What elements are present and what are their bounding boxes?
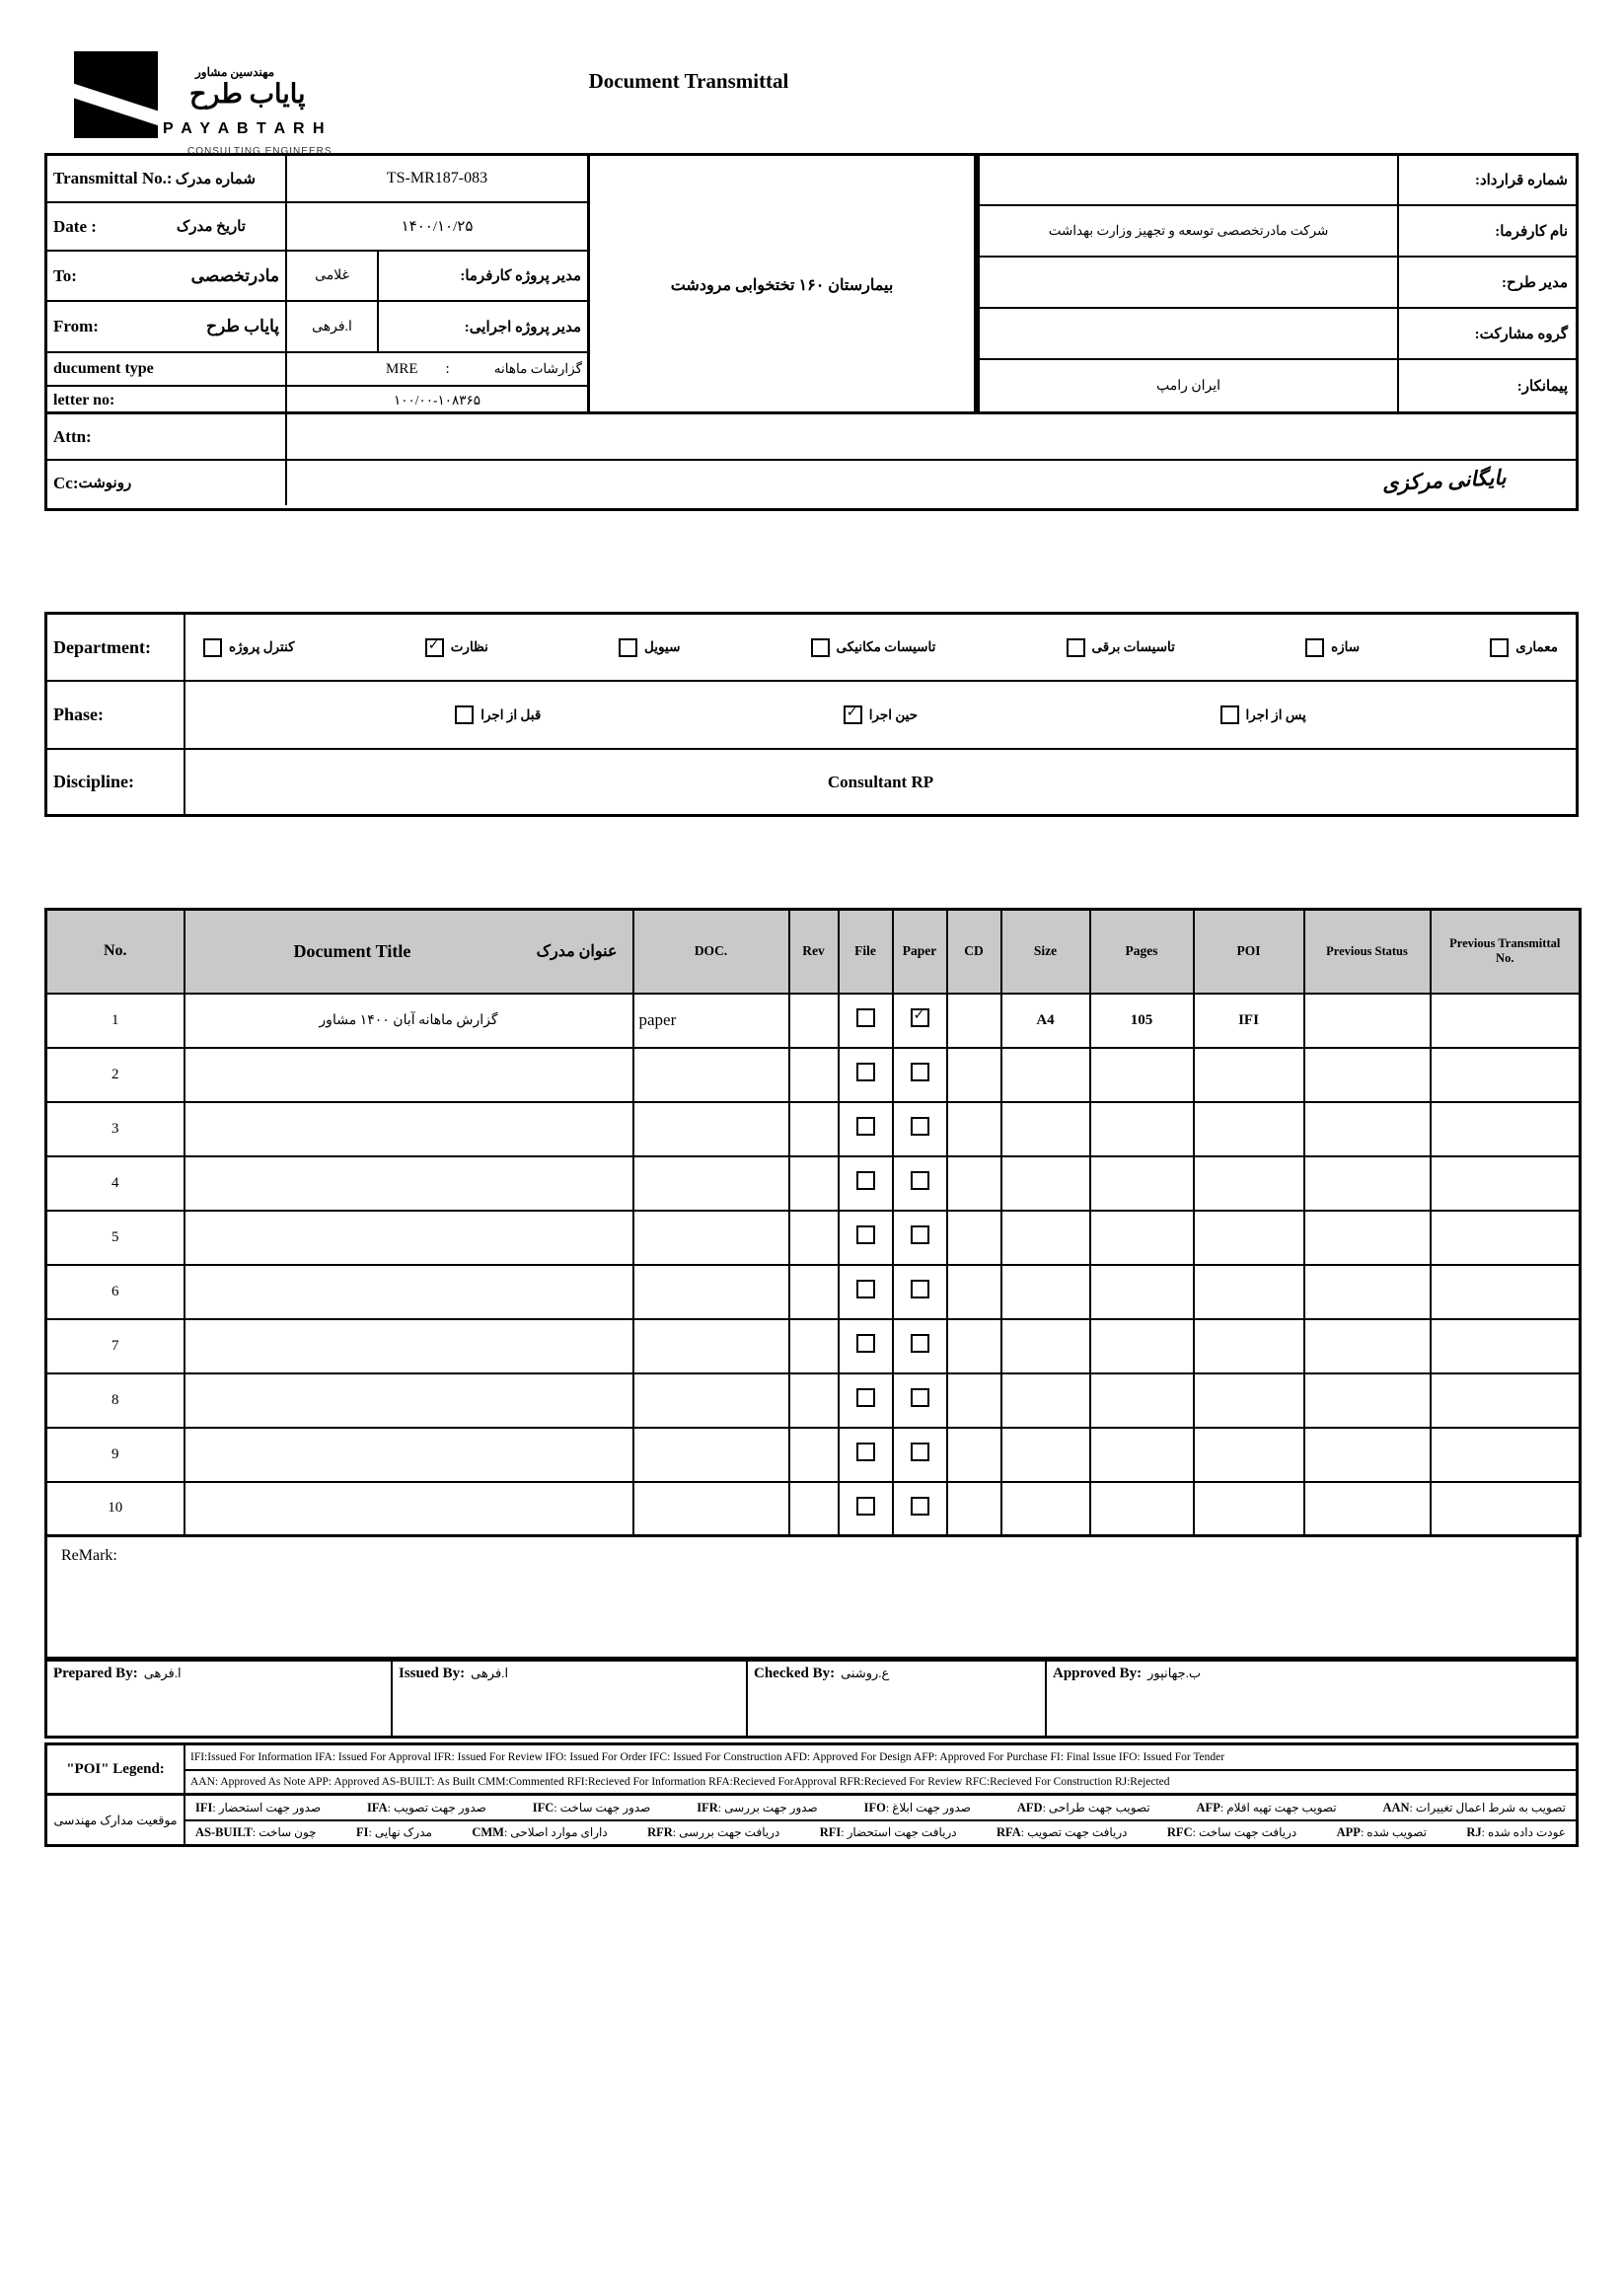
letterno-value[interactable]: ۱۰۰/۰۰-۱۰۸۳۶۵ (287, 387, 589, 414)
row-title[interactable] (185, 1319, 633, 1373)
table-row (46, 1319, 1581, 1373)
phase-item-label: حین اجرا (868, 706, 919, 722)
legend-item: IFI: صدور جهت استحضار (195, 1800, 322, 1815)
row-cd[interactable] (947, 1428, 1001, 1482)
col-rev: Rev (789, 910, 839, 994)
row-size[interactable] (1001, 1048, 1090, 1102)
row-pages[interactable] (1090, 1265, 1194, 1319)
legend-item: AFD: تصویب جهت طراحی (1016, 1800, 1150, 1815)
row-prev-status[interactable] (1304, 1428, 1431, 1482)
plan-manager-value[interactable] (980, 258, 1399, 309)
row-rev[interactable] (789, 1156, 839, 1211)
poi-legend-label: "POI" Legend: (47, 1745, 185, 1796)
table-row (46, 1156, 1581, 1211)
row-prev-transmittal[interactable] (1431, 1156, 1581, 1211)
paper-checkbox[interactable] (911, 1497, 929, 1516)
checked-by-cell[interactable] (748, 1662, 1047, 1736)
issued-by-label: Issued By: (399, 1666, 466, 1681)
checkbox-mechanical[interactable] (811, 638, 830, 657)
from-row-label (47, 302, 287, 353)
issued-by-cell[interactable] (393, 1662, 748, 1736)
row-no: 1 (46, 994, 185, 1048)
row-prev-status[interactable] (1304, 1482, 1431, 1536)
row-doc[interactable] (633, 1319, 789, 1373)
legend-item: IFR: صدور جهت بررسی (697, 1800, 818, 1815)
row-size[interactable] (1001, 1319, 1090, 1373)
doctype-label: ducument type (47, 353, 287, 387)
row-rev[interactable] (789, 1211, 839, 1265)
checkbox-project-control[interactable] (203, 638, 222, 657)
row-no: 7 (46, 1319, 185, 1373)
client-name-label: نام کارفرما: (1399, 206, 1576, 258)
transmittal-no-value[interactable]: TS-MR187-083 (287, 156, 589, 203)
row-pages[interactable] (1090, 1156, 1194, 1211)
row-title[interactable]: گزارش ماهانه آبان ۱۴۰۰ مشاور (185, 994, 633, 1048)
row-size[interactable] (1001, 1211, 1090, 1265)
row-prev-status[interactable] (1304, 1265, 1431, 1319)
department-item-label: سازه (1331, 639, 1361, 654)
poi-legend-line2: AAN: Approved As Note APP: Approved AS-BUILT: As Built CMM:Commented RFI:Recieved For Information RFA:Recieved ForApproval RFR:Recieved For Review RFC:Recieved For Construction RJ:Rejected (185, 1771, 1576, 1796)
file-checkbox[interactable] (856, 1063, 875, 1081)
row-size[interactable] (1001, 1102, 1090, 1156)
department-item-label: کنترل پروژه (229, 639, 295, 654)
row-prev-transmittal[interactable] (1431, 1482, 1581, 1536)
department-item[interactable] (1067, 638, 1175, 657)
from-role-fa: مدیر پروژه اجرایی: (379, 302, 589, 353)
phase-options (185, 682, 1576, 750)
to-value[interactable]: مادرتخصصی (190, 265, 279, 285)
document-table (44, 908, 1582, 1537)
partnership-value[interactable] (980, 309, 1399, 360)
row-no: 9 (46, 1428, 185, 1482)
fa-legend-line2 (185, 1821, 1576, 1844)
row-rev[interactable] (789, 1428, 839, 1482)
phase-label: Phase: (47, 682, 185, 750)
row-size[interactable] (1001, 1428, 1090, 1482)
prepared-by-cell[interactable] (47, 1662, 393, 1736)
row-rev[interactable] (789, 994, 839, 1048)
legend-item: IFA: صدور جهت تصویب (367, 1800, 486, 1815)
cc-value[interactable] (287, 461, 1576, 505)
table-header-row (46, 910, 1581, 994)
paper-checkbox[interactable] (911, 1063, 929, 1081)
checkbox-during-execution[interactable] (844, 705, 862, 724)
date-value[interactable]: ۱۴۰۰/۱۰/۲۵ (287, 203, 589, 252)
row-prev-status[interactable] (1304, 1373, 1431, 1428)
row-pages[interactable] (1090, 1319, 1194, 1373)
row-prev-transmittal[interactable] (1431, 1211, 1581, 1265)
row-title[interactable] (185, 1048, 633, 1102)
legend-item: RFA: دریافت جهت تصویب (996, 1825, 1128, 1839)
table-row (46, 994, 1581, 1048)
contractor-value[interactable]: ایران رامپ (980, 360, 1399, 411)
doctype-colon: : (445, 360, 450, 377)
row-poi[interactable] (1194, 1373, 1304, 1428)
table-row (46, 1428, 1581, 1482)
department-label: Department: (47, 615, 185, 682)
row-doc[interactable] (633, 1211, 789, 1265)
poi-legend-line1: IFI:Issued For Information IFA: Issued For Approval IFR: Issued For Review IFO: Issued For Order IFC: Issued For Construction AFD: Approved For Design AFP: Approved For Purchase FI: Final Issue IFO: Issued For Tender (185, 1745, 1576, 1771)
row-no: 3 (46, 1102, 185, 1156)
contract-no-label: شماره قرارداد: (1399, 156, 1576, 206)
row-no: 8 (46, 1373, 185, 1428)
logo-en-sub: CONSULTING ENGINEERS (187, 146, 332, 157)
row-cd[interactable] (947, 994, 1001, 1048)
row-prev-status[interactable] (1304, 1102, 1431, 1156)
department-item-label: نظارت (450, 639, 488, 654)
row-cd[interactable] (947, 1373, 1001, 1428)
checked-by-label: Checked By: (754, 1666, 836, 1681)
plan-manager-label: مدیر طرح: (1399, 258, 1576, 309)
discipline-value: Consultant RP (827, 772, 934, 791)
row-cd[interactable] (947, 1319, 1001, 1373)
col-prev-status: Previous Status (1304, 910, 1431, 994)
cc-label-fa: رونوشت (78, 476, 132, 491)
row-poi[interactable] (1194, 1156, 1304, 1211)
phase-item[interactable] (844, 705, 918, 724)
doctype-value: MRE (386, 360, 418, 377)
row-poi[interactable] (1194, 1211, 1304, 1265)
remark-label: ReMark: (61, 1547, 117, 1564)
logo-en-name: P A Y A B T A R H (163, 120, 327, 137)
transmittal-no-label (47, 156, 287, 203)
row-rev[interactable] (789, 1265, 839, 1319)
table-row (46, 1211, 1581, 1265)
department-item-label: سیویل (644, 639, 681, 654)
row-size[interactable] (1001, 1156, 1090, 1211)
row-title[interactable] (185, 1102, 633, 1156)
department-item-label: تاسیسات برقی (1091, 639, 1175, 654)
row-prev-status[interactable] (1304, 1211, 1431, 1265)
row-title[interactable] (185, 1373, 633, 1428)
row-poi[interactable] (1194, 1319, 1304, 1373)
row-poi[interactable]: IFI (1194, 994, 1304, 1048)
row-pages[interactable] (1090, 1428, 1194, 1482)
file-checkbox[interactable] (856, 1497, 875, 1516)
legend-item: RFI: دریافت جهت استحضار (819, 1825, 957, 1839)
col-size: Size (1001, 910, 1090, 994)
row-size[interactable] (1001, 1265, 1090, 1319)
department-item-label: تاسیسات مکانیکی (836, 639, 936, 654)
row-rev[interactable] (789, 1102, 839, 1156)
checkbox-supervision[interactable] (425, 638, 444, 657)
date-label (47, 203, 287, 252)
paper-checkbox[interactable] (911, 1008, 929, 1027)
row-title[interactable] (185, 1428, 633, 1482)
row-prev-transmittal[interactable] (1431, 1102, 1581, 1156)
row-no: 6 (46, 1265, 185, 1319)
paper-checkbox[interactable] (911, 1334, 929, 1353)
department-item-label: معماری (1515, 639, 1558, 654)
checkbox-civil[interactable] (619, 638, 637, 657)
row-pages[interactable] (1090, 1048, 1194, 1102)
legend-item: RFC: دریافت جهت ساخت (1166, 1825, 1297, 1839)
row-prev-status[interactable] (1304, 1156, 1431, 1211)
paper-checkbox[interactable] (911, 1171, 929, 1190)
legend-item: APP: تصویب شده (1336, 1825, 1428, 1839)
paper-checkbox[interactable] (911, 1225, 929, 1244)
row-pages[interactable] (1090, 1102, 1194, 1156)
row-rev[interactable] (789, 1482, 839, 1536)
row-poi[interactable] (1194, 1482, 1304, 1536)
row-no: 4 (46, 1156, 185, 1211)
to-row-label (47, 252, 287, 302)
checkbox-structure[interactable] (1305, 638, 1324, 657)
prepared-by-label: Prepared By: (53, 1666, 138, 1681)
row-rev[interactable] (789, 1319, 839, 1373)
department-item[interactable] (203, 638, 295, 657)
row-size[interactable] (1001, 1373, 1090, 1428)
col-doc: DOC. (633, 910, 789, 994)
row-doc[interactable] (633, 1265, 789, 1319)
approved-by-label: Approved By: (1053, 1666, 1143, 1681)
issued-by-name: ا.فرهی (471, 1666, 509, 1680)
prepared-by-name: ا.فرهی (143, 1666, 182, 1680)
logo-fa-small: مهندسین مشاور (195, 65, 275, 79)
checkbox-electrical[interactable] (1067, 638, 1085, 657)
contractor-label: پیمانکار: (1516, 378, 1568, 395)
checkbox-after-execution[interactable] (1220, 705, 1239, 724)
to-label: To: (53, 265, 77, 285)
from-label: From: (53, 317, 99, 335)
legend-item: AAN: تصویب به شرط اعمال تغییرات (1382, 1800, 1566, 1815)
row-cd[interactable] (947, 1102, 1001, 1156)
table-row (46, 1102, 1581, 1156)
remark-box[interactable] (44, 1537, 1579, 1660)
row-doc[interactable] (633, 1156, 789, 1211)
file-checkbox[interactable] (856, 1008, 875, 1027)
transmittal-no-label-fa: شماره مدرک (175, 171, 256, 187)
col-poi: POI (1194, 910, 1304, 994)
row-cd[interactable] (947, 1211, 1001, 1265)
approved-by-name: ب.جهانپور (1147, 1666, 1202, 1680)
col-cd: CD (947, 910, 1001, 994)
legend-item: AFP: تصویب جهت تهیه اقلام (1196, 1800, 1337, 1815)
row-prev-transmittal[interactable] (1431, 1048, 1581, 1102)
legend-item: RJ: عودت داده شده (1466, 1825, 1566, 1839)
cc-label-cell (47, 461, 287, 505)
legend-item: IFC: صدور جهت ساخت (532, 1800, 651, 1815)
row-cd[interactable] (947, 1482, 1001, 1536)
row-prev-status[interactable] (1304, 1048, 1431, 1102)
department-options (185, 615, 1576, 682)
row-no: 10 (46, 1482, 185, 1536)
phase-item[interactable] (1220, 705, 1306, 724)
date-label-en: Date : (53, 216, 97, 236)
row-doc[interactable] (633, 1048, 789, 1102)
row-prev-transmittal[interactable] (1431, 1265, 1581, 1319)
row-size[interactable] (1001, 1482, 1090, 1536)
row-prev-transmittal[interactable] (1431, 1319, 1581, 1373)
row-doc[interactable] (633, 1482, 789, 1536)
legend-item: FI: مدرک نهایی (355, 1825, 432, 1839)
col-no: No. (46, 910, 185, 994)
transmittal-no-label-en: Transmittal No.: (53, 169, 173, 187)
page-title: Document Transmittal (588, 69, 789, 93)
department-item[interactable] (425, 638, 488, 657)
row-prev-status[interactable] (1304, 1319, 1431, 1373)
paper-checkbox[interactable] (911, 1280, 929, 1298)
letterno-label: letter no: (47, 387, 287, 414)
row-pages[interactable] (1090, 1211, 1194, 1265)
department-item[interactable] (811, 638, 936, 657)
legend-item: IFO: صدور جهت ابلاغ (863, 1800, 971, 1815)
file-checkbox[interactable] (856, 1388, 875, 1407)
row-no: 2 (46, 1048, 185, 1102)
approved-by-cell[interactable] (1047, 1662, 1576, 1736)
doctype-value-cell[interactable] (287, 353, 589, 387)
contract-no-value[interactable] (980, 156, 1399, 206)
client-name-value[interactable]: شرکت مادرتخصصی توسعه و تجهیز وزارت بهداشت (980, 206, 1399, 258)
cc-handwriting: بایگانی مرکزی (1381, 465, 1508, 496)
checkbox-before-execution[interactable] (455, 705, 474, 724)
row-title[interactable] (185, 1482, 633, 1536)
row-doc[interactable] (633, 1102, 789, 1156)
file-checkbox[interactable] (856, 1334, 875, 1353)
phase-item[interactable] (455, 705, 541, 724)
phase-item-label: قبل از اجرا (480, 706, 542, 722)
row-poi[interactable] (1194, 1102, 1304, 1156)
row-doc[interactable]: paper (633, 994, 789, 1048)
table-row (46, 1482, 1581, 1536)
phase-item-label: پس از اجرا (1245, 706, 1306, 722)
row-cd[interactable] (947, 1048, 1001, 1102)
row-title[interactable] (185, 1265, 633, 1319)
row-pages[interactable] (1090, 1373, 1194, 1428)
row-rev[interactable] (789, 1373, 839, 1428)
row-poi[interactable] (1194, 1428, 1304, 1482)
row-pages[interactable]: 105 (1090, 994, 1194, 1048)
to-person[interactable]: غلامی (287, 252, 379, 302)
col-pages: Pages (1090, 910, 1194, 994)
date-label-fa: تاریخ مدرک (176, 219, 246, 235)
row-poi[interactable] (1194, 1048, 1304, 1102)
partnership-label: گروه مشارکت: (1399, 309, 1576, 360)
col-paper: Paper (893, 910, 947, 994)
department-item[interactable] (619, 638, 680, 657)
row-prev-transmittal[interactable] (1431, 994, 1581, 1048)
col-title (185, 910, 633, 994)
to-role-fa: مدیر پروژه کارفرما: (379, 252, 589, 302)
department-item[interactable] (1490, 638, 1558, 657)
paper-checkbox[interactable] (911, 1443, 929, 1461)
legend-item: AS-BUILT: چون ساخت (195, 1825, 317, 1839)
row-title[interactable] (185, 1156, 633, 1211)
row-prev-transmittal[interactable] (1431, 1373, 1581, 1428)
file-checkbox[interactable] (856, 1117, 875, 1136)
paper-checkbox[interactable] (911, 1388, 929, 1407)
checked-by-name: ع.روشنی (841, 1666, 890, 1680)
table-row (46, 1373, 1581, 1428)
row-prev-status[interactable] (1304, 994, 1431, 1048)
col-title-fa: عنوان مدرک (536, 943, 618, 961)
row-poi[interactable] (1194, 1265, 1304, 1319)
attn-value[interactable] (287, 414, 1576, 461)
discipline-label: Discipline: (47, 750, 185, 814)
table-row (46, 1265, 1581, 1319)
file-checkbox[interactable] (856, 1225, 875, 1244)
row-pages[interactable] (1090, 1482, 1194, 1536)
table-row (46, 1048, 1581, 1102)
file-checkbox[interactable] (856, 1280, 875, 1298)
row-doc[interactable] (633, 1428, 789, 1482)
row-size[interactable]: A4 (1001, 994, 1090, 1048)
row-prev-transmittal[interactable] (1431, 1428, 1581, 1482)
cc-label: Cc: (53, 473, 79, 492)
file-checkbox[interactable] (856, 1171, 875, 1190)
row-cd[interactable] (947, 1265, 1001, 1319)
row-cd[interactable] (947, 1156, 1001, 1211)
row-doc[interactable] (633, 1373, 789, 1428)
department-item[interactable] (1305, 638, 1360, 657)
project-name: بیمارستان ۱۶۰ تختخوابی مرودشت (589, 156, 974, 414)
col-title-en: Document Title (293, 940, 411, 961)
row-title[interactable] (185, 1211, 633, 1265)
attn-label: Attn: (47, 414, 287, 461)
legend-item: RFR: دریافت جهت بررسی (647, 1825, 780, 1839)
fa-legend-line1 (185, 1796, 1576, 1821)
paper-checkbox[interactable] (911, 1117, 929, 1136)
logo-fa-big: پایاب طرح (189, 79, 306, 109)
legend-item: CMM: دارای موارد اصلاحی (472, 1825, 608, 1839)
from-value[interactable]: پایاب طرح (206, 317, 279, 335)
row-rev[interactable] (789, 1048, 839, 1102)
col-file: File (839, 910, 893, 994)
from-person[interactable]: ا.فرهی (287, 302, 379, 353)
company-logo-icon (74, 51, 158, 138)
row-no: 5 (46, 1211, 185, 1265)
doctype-fa: گزارشات ماهانه (493, 361, 582, 376)
checkbox-architecture[interactable] (1490, 638, 1509, 657)
col-prev-transmittal: Previous Transmittal No. (1431, 910, 1581, 994)
fa-legend-label: موقعیت مدارک مهندسی (47, 1796, 185, 1844)
file-checkbox[interactable] (856, 1443, 875, 1461)
